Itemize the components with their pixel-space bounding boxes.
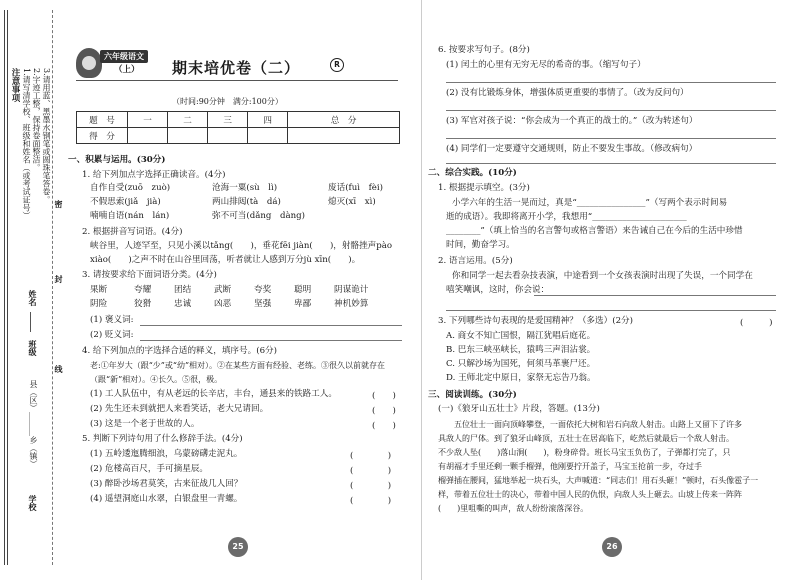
q3-word: 神机妙算 — [334, 299, 369, 309]
score-cell[interactable] — [208, 128, 248, 144]
q3-word: 聪明 — [294, 285, 312, 295]
q3-word: 夸奖 — [254, 285, 272, 295]
q2-passage[interactable]: xiào( )之声不时在山谷里回荡，听者就让人感到万分jù xīn( )。 — [90, 255, 361, 265]
q1-item[interactable]: 自作自受(zuō zuò) — [90, 183, 171, 193]
q1-item[interactable]: 两山排闼(tà dá) — [212, 197, 281, 207]
q4-definitions: （跟“新”相对）。④长久。⑤很，极。 — [90, 375, 223, 384]
score-cell[interactable] — [288, 128, 400, 144]
score-header: 四 — [248, 112, 288, 128]
q3-answer-line[interactable] — [140, 340, 402, 341]
q3-word: 卑鄙 — [294, 299, 312, 309]
question-2: 2. 根据拼音写词语。(4分) — [82, 227, 183, 237]
p3-option: D. 王师北定中原日，家祭无忘告乃翁。 — [446, 373, 596, 383]
q3-word: 凶恶 — [214, 299, 232, 309]
practice-1-text: 时间，勤奋学习。 — [446, 240, 515, 250]
q3-answer-label: (2) 贬义词: — [90, 330, 134, 340]
score-cell[interactable] — [128, 128, 168, 144]
score-cell[interactable] — [248, 128, 288, 144]
page-right — [424, 0, 800, 580]
seal-mark: 封 — [54, 275, 64, 283]
district-label: 县（区）______乡（镇） — [29, 380, 38, 468]
q6-item: (3) 军官对孩子说：“你会成为一个真正的战士的。”（改为转述句） — [446, 116, 698, 126]
question-3: 3. 请按要求给下面词语分类。(4分) — [82, 270, 217, 280]
seal-mark: 线 — [54, 365, 64, 373]
q4-item: (2) 先生还未到就把人来看笑话，老大兄请回。 — [90, 404, 269, 414]
q4-answer-paren[interactable]: ( ) — [372, 421, 396, 431]
q3-word: 阴谋诡计 — [334, 285, 369, 295]
name-label: 姓名 — [28, 290, 38, 306]
q1-item[interactable]: 废话(fuì fèi) — [328, 183, 383, 193]
p3-option: A. 商女不知亡国恨，隔江犹唱后庭花。 — [446, 331, 596, 341]
q5-answer-paren[interactable]: ( ) — [350, 451, 392, 461]
grade-badge — [76, 48, 156, 80]
page-number: 26 — [602, 537, 622, 557]
q3-word: 团结 — [174, 285, 192, 295]
exam-time: （时间:90分钟 满分:100分） — [172, 97, 283, 106]
score-header: 总 分 — [288, 112, 400, 128]
section-2-title: 二、综合实践。(10分) — [428, 168, 517, 178]
q6-item: (1) 闰土的心里有无穷无尽的希奇的事。（缩写句子） — [446, 60, 646, 70]
q5-answer-paren[interactable]: ( ) — [350, 481, 392, 491]
practice-3: 3. 下列哪些诗句表现的是爱国精神？（多选）(2分) — [438, 316, 633, 326]
q4-item: (1) 工人队伍中，有从老远的长辛店，丰台，通县来的铁路工人。 — [90, 389, 337, 399]
q5-item: (3) 醉卧沙场君莫笑，古来征战几人回？ — [90, 479, 243, 489]
q6-answer-line[interactable] — [446, 110, 776, 111]
q1-item[interactable]: 弥不可当(dǎng dàng) — [212, 211, 305, 221]
practice-1-text[interactable]: 逝的成语）。我即将离开小学，我想用“______________________ — [446, 212, 687, 222]
reading-passage[interactable]: 不少敌人坠( )落山涧( )，粉身碎骨。班长马宝玉负伤了，子弹都打完了，只 — [438, 448, 731, 457]
reading-1-title: (一)《狼牙山五壮士》片段，答题。(13分) — [438, 404, 600, 414]
q4-answer-paren[interactable]: ( ) — [372, 391, 396, 401]
p2-answer-line[interactable] — [534, 295, 776, 296]
score-header: 二 — [168, 112, 208, 128]
score-cell[interactable] — [168, 128, 208, 144]
practice-1-text[interactable]: ________”（填上恰当的名言警句或格言警语）来告诫自己在今后的生活中珍惜 — [446, 226, 743, 236]
q5-item: (4) 遥望洞庭山水翠，白银盘里一青螺。 — [90, 494, 243, 504]
class-label: 班级 — [28, 340, 38, 356]
question-1: 1. 给下列加点字选择正确读音。(4分) — [82, 170, 226, 180]
reading-passage: 具敌人的尸体。到了狼牙山峰顶，五壮士在居高临下，屹然后就最后一个敌人射击。 — [438, 434, 734, 443]
q4-definitions: 老:①年岁大（跟“少”或“幼”相对）。②在某些方面有经验、老练。③很久以前就存在 — [90, 361, 386, 370]
score-table — [76, 111, 400, 144]
binding-strip — [0, 0, 62, 580]
badge-sub: （上） — [114, 65, 140, 75]
practice-1-text[interactable]: 小学六年的生活一晃而过，真是“________________”（写两个表示时间易 — [452, 198, 728, 208]
q6-item: (2) 没有比锻炼身体，增强体质更重要的事情了。（改为反问句） — [446, 88, 689, 98]
practice-2: 2. 语言运用。(5分) — [438, 256, 513, 266]
notice-line: 2.字迹工整，保持卷面整洁。 — [32, 68, 41, 172]
notice-line: 1.请写清学校、班级和姓名（或考试证号） — [22, 68, 31, 220]
q3-word: 狡猾 — [134, 299, 152, 309]
q3-answer-label: (1) 褒义词: — [90, 315, 134, 325]
q5-answer-paren[interactable]: ( ) — [350, 496, 392, 506]
p3-answer-paren[interactable]: ( ) — [740, 318, 773, 328]
q1-item[interactable]: 沧海一粟(sù lì) — [212, 183, 278, 193]
seal-mark: 密 — [54, 200, 64, 208]
q1-item[interactable]: 喃喃自语(nán lán) — [90, 211, 170, 221]
score-row-label: 得 分 — [77, 128, 128, 144]
section-3-title: 三、阅读训练。(30分) — [428, 390, 517, 400]
q3-word: 武断 — [214, 285, 232, 295]
p2-answer-line[interactable] — [446, 310, 776, 311]
reading-passage[interactable]: ( )里咀嘶的叫声，敌人纷纷滚落深谷。 — [438, 504, 589, 513]
q6-answer-line[interactable] — [446, 82, 776, 83]
section-1-title: 一、积累与运用。(30分) — [68, 155, 166, 165]
q3-word: 忠诚 — [174, 299, 192, 309]
notice-line: 3.请用蓝、黑墨水钢笔或圆珠笔答卷。 — [42, 68, 51, 204]
score-header: 题 号 — [77, 112, 128, 128]
question-5: 5. 判断下列诗句用了什么修辞手法。(4分) — [82, 434, 243, 444]
score-table-row — [77, 128, 400, 144]
q2-passage[interactable]: 峡谷里，人迹罕至，只见小溪以tǎng( )，垂花fēi jiàn( )，射骼挫声pào — [90, 241, 393, 251]
page-divider — [421, 0, 422, 580]
question-6: 6. 按要求写句子。(8分) — [438, 45, 530, 55]
p3-option: C. 只解沙场为国死，何须马革裹尸还。 — [446, 359, 596, 369]
q3-answer-line[interactable] — [140, 325, 402, 326]
question-4: 4. 给下列加点的字选择合适的释义，填序号。(6分) — [82, 346, 277, 356]
q6-item: (4) 同学们一定要遵守交通规则，防止不要发生事故。（修改病句） — [446, 144, 698, 154]
q1-item[interactable]: 不假思索(jiǎ jià) — [90, 197, 161, 207]
q3-word: 果断 — [90, 285, 108, 295]
q5-answer-paren[interactable]: ( ) — [350, 466, 392, 476]
q3-word: 坚强 — [254, 299, 272, 309]
q3-word: 阴险 — [90, 299, 108, 309]
practice-2-text: 你和同学一起去看杂技表演，中途看到一个女孩表演时出现了失误，一个同学在 — [452, 271, 753, 281]
notice-title: 注意事项 — [10, 68, 20, 102]
reading-passage: 有胡福才手里还剩一颗手榴弹，他刚要拧开盖子，马宝玉抢前一步，夺过手 — [438, 462, 702, 471]
page-title: 期末培优卷（二） — [172, 59, 301, 77]
reading-passage: 样，带着五位壮士的决心，带着中国人民的仇恨，向敌人头上砸去。山坡上传来一阵阵 — [438, 490, 742, 499]
q3-word: 夸耀 — [134, 285, 152, 295]
reading-passage: 五位壮士一面向顶峰攀登，一面依托大树和岩石向敌人射击。山路上又留下了许多 — [454, 420, 742, 429]
q5-item: (1) 五岭逶迤腾细浪，乌蒙磅礴走泥丸。 — [90, 449, 243, 459]
q1-item[interactable]: 熄灭(xī xì) — [328, 197, 376, 207]
score-table-header — [77, 112, 400, 128]
q6-answer-line[interactable] — [446, 163, 776, 164]
school-label: 学校 — [28, 495, 38, 511]
q4-answer-paren[interactable]: ( ) — [372, 406, 396, 416]
q6-answer-line[interactable] — [446, 138, 776, 139]
badge-text: 六年级语文 — [100, 50, 148, 63]
practice-1: 1. 根据提示填空。(3分) — [438, 183, 530, 193]
q4-item: (3) 这是一个老于世故的人。 — [90, 419, 200, 429]
reading-passage: 榴弹插在腰间，猛地举起一块石头，大声喊道：“同志们！用石头砸！”顿时，石头像雹子一 — [438, 476, 759, 485]
q5-item: (2) 危楼高百尺，手可摘星辰。 — [90, 464, 209, 474]
mascot-face — [82, 56, 96, 70]
p3-option: B. 巴东三峡巫峡长，猿鸣三声泪沾裳。 — [446, 345, 596, 355]
score-header: 三 — [208, 112, 248, 128]
page-left — [62, 0, 420, 580]
r-mark-icon: R — [330, 58, 344, 72]
page-number: 25 — [228, 537, 248, 557]
score-header: 一 — [128, 112, 168, 128]
practice-2-text: 嘻笑嘲讽，这时，你会说： — [446, 285, 550, 295]
